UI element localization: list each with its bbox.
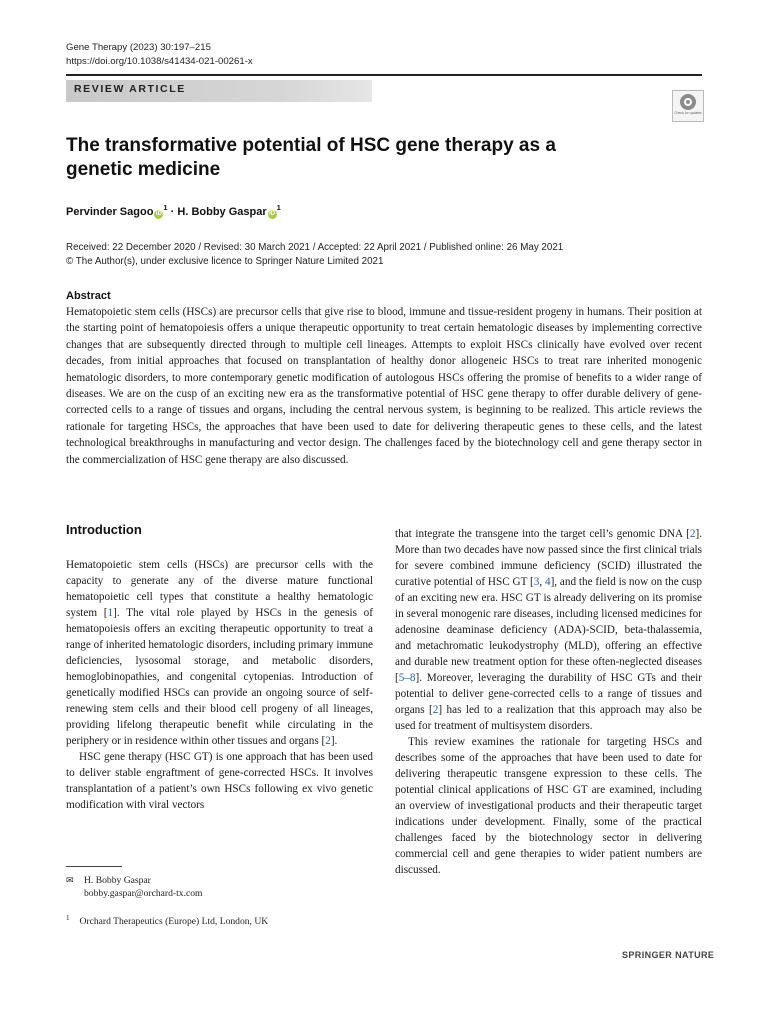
citation-link[interactable]: 1 [107,607,114,619]
publication-dates: Received: 22 December 2020 / Revised: 30 March 2021 / Accepted: 22 April 2021 / Published online: 26 May 2021 [66,242,564,253]
citation-link[interactable]: 2 [432,704,439,716]
author-list [66,203,281,219]
citation-link[interactable]: 5–8 [398,672,416,684]
article-history [66,241,563,269]
footnote-rule [66,866,122,867]
article-type-label: REVIEW ARTICLE [74,83,186,95]
body-column-right [395,526,702,878]
orcid-icon[interactable]: iD [269,211,276,217]
check-for-updates-icon [680,94,696,110]
affiliation-note [66,914,268,927]
paragraph: that integrate the transgene into the target cell’s genomic DNA [2]. More than two decades have now passed since the first clinical trials for severe combined immune deficiency (SCID) illustrated the curative potential of HSC GT [3, 4], and the field is now on the cusp of an exciting new era. HSC GT is already delivering on its promise in several monogenic rare diseases, including licensed medicines for adenosine deaminase deficiency (ADA)-SCID, beta-thalassemia, and metachromatic leukodystrophy (MLD), offering an effective and durable new treatment option for these often-neglected diseases [5–8]. Moreover, leveraging the durability of HSC GTs and their potential to deliver gene-corrected cells to a range of tissues and organs [2] has led to a realization that this approach may also be used for treatment of multisystem disorders. [395,528,702,732]
journal-reference [66,41,253,69]
introduction-heading: Introduction [66,522,142,537]
paragraph: This review examines the rationale for targeting HSCs and describes some of the approaches that have been used to date for delivering therapeutic transgene expression to these cells. The potential clinical applications of HSC GT are examined, including an overview of investigational products and their therapeutic target indications under development. Finally, some of the practical challenges faced by the biotechnology sector in delivering commercial cell and gene therapies to wider patient numbers are discussed. [395,736,702,876]
author-affiliation-marker: 1 [163,203,168,212]
correspondence-note [66,874,203,900]
paragraph: Hematopoietic stem cells (HSCs) are precursor cells with the capacity to generate any of the diverse mature functional hematopoietic cell types that constitute a healthy hematologic system [1]. The vital role played by HSCs in the genesis of hematopoiesis offers an exciting therapeutic opportunity to treat a range of inherited hematologic disorders, including primary immune deficiencies, lysosomal storage, and metabolic disorders, hemoglobinopathies, and congenital cytopenias. Introduction of genetically modified HSCs can provide an ongoing source of self-renewing stem cells and their blood cell progeny of all lineages, providing lifelong therapeutic benefit while circulating in the periphery or in residence within other tissues and organs [2]. [66,559,373,747]
author-name[interactable]: H. Bobby Gaspar [177,206,267,218]
orcid-icon[interactable]: iD [155,211,162,217]
affiliation-number: 1 [66,914,70,922]
copyright-notice: © The Author(s), under exclusive licence to Springer Nature Limited 2021 [66,256,384,267]
body-column-left [66,557,373,813]
header-rule [66,74,702,76]
doi-link[interactable]: https://doi.org/10.1038/s41434-021-00261-x [66,56,253,67]
affiliation-text: Orchard Therapeutics (Europe) Ltd, London, UK [79,916,269,927]
abstract-text: Hematopoietic stem cells (HSCs) are precursor cells that give rise to blood, immune and tissue-resident progeny in humans. Their position at the starting point of hematopoiesis offers a unique therapeutic opportunity to treat certain hematologic diseases by implementing corrective changes that are subsequently directed through to multiple cell lineages. Attempts to exploit HSCs clinically have evolved over recent decades, from initial approaches that focused on transplantation of healthy donor allogeneic HSCs to treat rare inherited monogenic hematologic disorders, to more contemporary genetic modification of autologous HSCs offering the promise of benefits to a wider range of diseases. We are on the cusp of an exciting new era as the transformative potential of HSC gene therapy to offer durable delivery of gene-corrected cells to a range of tissues and organs, including the central nervous system, is beginning to be realized. This article reviews the rationale for targeting HSCs, the approaches that have been used to date for delivering therapeutic genes to these cells, and the latest technological breakthroughs in manufacturing and vector design. The challenges faced by the biotechnology cell and gene therapy sector in the commercialization of HSC gene therapy are also discussed. [66,306,702,466]
citation-link[interactable]: 4 [544,576,551,588]
corresponding-author: H. Bobby Gaspar [84,875,151,886]
check-for-updates-label: Check for updates [674,111,702,115]
publisher-logo: SPRINGER NATURE [622,950,715,960]
envelope-icon: ✉ [66,875,74,885]
paragraph: HSC gene therapy (HSC GT) is one approach that has been used to deliver stable engraftment of gene-corrected HSCs. It involves transplantation of a patient’s own HSCs following ex vivo genetic modification with viral vectors [66,751,373,811]
author-separator: · [170,206,175,218]
correspondence-email[interactable]: bobby.gaspar@orchard-tx.com [84,888,203,899]
author-name[interactable]: Pervinder Sagoo [66,206,154,218]
citation-link[interactable]: 2 [689,528,696,540]
journal-citation: Gene Therapy (2023) 30:197–215 [66,42,211,53]
author-affiliation-marker: 1 [276,203,281,212]
citation-link[interactable]: 2 [325,735,331,747]
article-title: The transformative potential of HSC gene therapy as a genetic medicine [66,135,556,180]
check-for-updates-badge[interactable] [672,90,704,122]
abstract-heading: Abstract [66,290,111,302]
citation-link[interactable]: 3 [533,576,540,588]
